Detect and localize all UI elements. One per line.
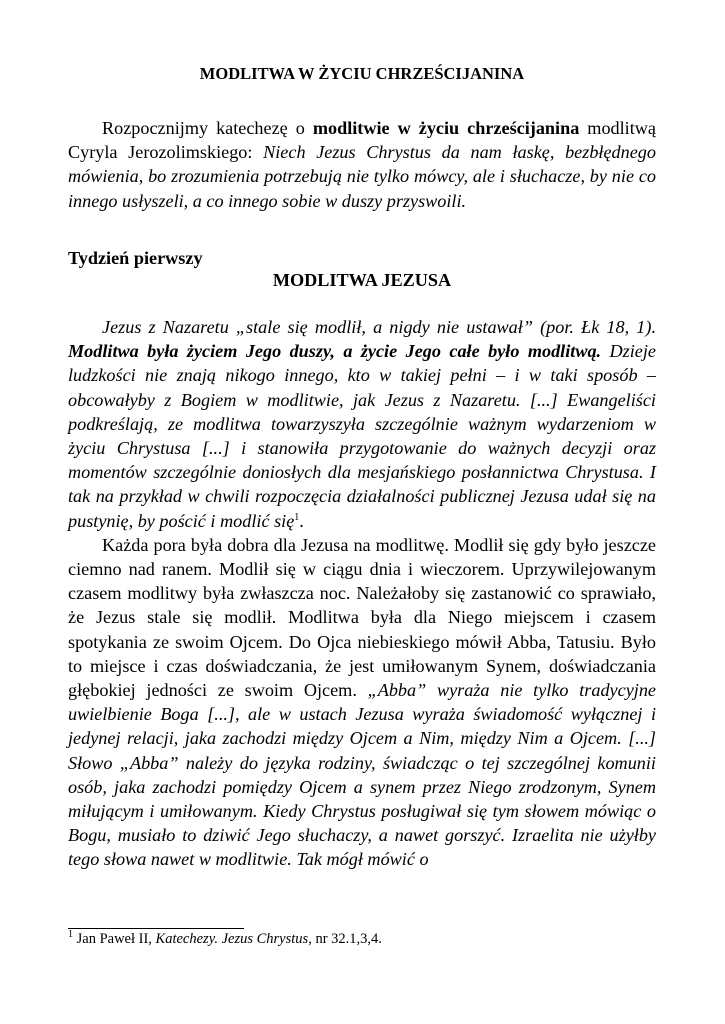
footnote-text-b: , nr 32.1,3,4.: [308, 931, 382, 947]
paragraph-2: [68, 533, 656, 872]
footnote: [68, 931, 382, 948]
week-heading: Tydzień pierwszy: [68, 248, 203, 268]
footnote-text-a: Jan Paweł II,: [73, 931, 156, 947]
intro-quote: Niech Jezus Chrystus da nam łaskę, bezbłędnego mówienia, bo zrozumienia potrzebują nie tylko mówcy, ale i słuchacze, by nie co innego usłyszeli, a co innego sobie w duszy przyswoili.: [68, 142, 656, 211]
section-heading: MODLITWA JEZUSA: [272, 270, 452, 290]
intro-text-1: Rozpocznijmy katechezę o: [102, 118, 313, 138]
paragraph-1: [68, 315, 656, 533]
footnote-number: 1: [68, 929, 73, 941]
paragraph-2-text-a: Każda pora była dobra dla Jezusa na modlitwę. Modlił się gdy było jeszcze ciemno nad ranem. Modlił się w ciągu dnia i wieczorem. Uprzywilejowanym czasem modlitwy była zwłaszcza noc. Należałoby się zastanowić co sprawiało, że Jezus stale się modlił. Modlitwa była dla Niego miejscem i czasem spotykania ze swoim Ojcem. Do Ojca niebieskiego mówił Abba, Tatusiu. Było to miejsce i czas doświadczania, że jest umiłowanym Synem, doświadczania głębokiej jedności ze swoim Ojcem.: [68, 534, 656, 701]
footnote-separator: [68, 928, 244, 929]
paragraph-1-end: .: [299, 510, 304, 531]
document-title: MODLITWA W ŻYCIU CHRZEŚCIJANINA: [199, 64, 525, 83]
footnote-reference[interactable]: 1: [294, 511, 300, 523]
intro-paragraph: [68, 116, 656, 213]
body-text: [68, 315, 656, 872]
paragraph-1-text-b: Dzieje ludzkości nie znają nikogo innego, kto w takiej pełni – i w taki sposób – obcowałyby z Bogiem w modlitwie, jak Jezus z Nazaretu. [...] Ewangeliści podkreślają, ze modlitwa towarzyszyła szczególnie ważnym wydarzeniom w życiu Chrystusa [...] i stanowiła przygotowanie do ważnych decyzji oraz momentów szczególnie doniosłych dla mesjańskiego posłannictwa Chrystusa. I tak na przykład w chwili rozpoczęcia działalności publicznej Jezusa udał się na pustynię, by pościć i modlić się: [68, 341, 656, 531]
paragraph-1-bold: Modlitwa była życiem Jego duszy, a życie Jego całe było modlitwą.: [68, 341, 602, 362]
paragraph-1-text-a: Jezus z Nazaretu „stale się modlił, a nigdy nie ustawał” (por. Łk 18, 1).: [102, 317, 656, 337]
footnote-italic: Katechezy. Jezus Chrystus: [155, 931, 309, 947]
paragraph-2-italic: „Abba” wyraża nie tylko tradycyjne uwielbienie Boga [...], ale w ustach Jezusa wyraża świadomość wyłącznej i jedynej relacji, jaka zachodzi między Ojcem a Nim, między Nim a Ojcem. [...] Słowo „Abba” należy do języka rodziny, świadcząc o tej szczególnej komunii osób, jaka zachodzi pomiędzy Ojcem a synem przez Niego zrodzonym, Synem miłującym i umiłowanym. Kiedy Chrystus posługiwał się tym słowem mówiąc o Bogu, musiało to dziwić Jego słuchaczy, a nawet gorszyć. Izraelita nie użyłby tego słowa nawet w modlitwie. Tak mógł mówić o: [68, 680, 656, 870]
intro-text-2: modlitwą Cyryla Jerozolimskiego:: [68, 118, 656, 163]
intro-bold: modlitwie w życiu chrześcijanina: [312, 118, 580, 138]
